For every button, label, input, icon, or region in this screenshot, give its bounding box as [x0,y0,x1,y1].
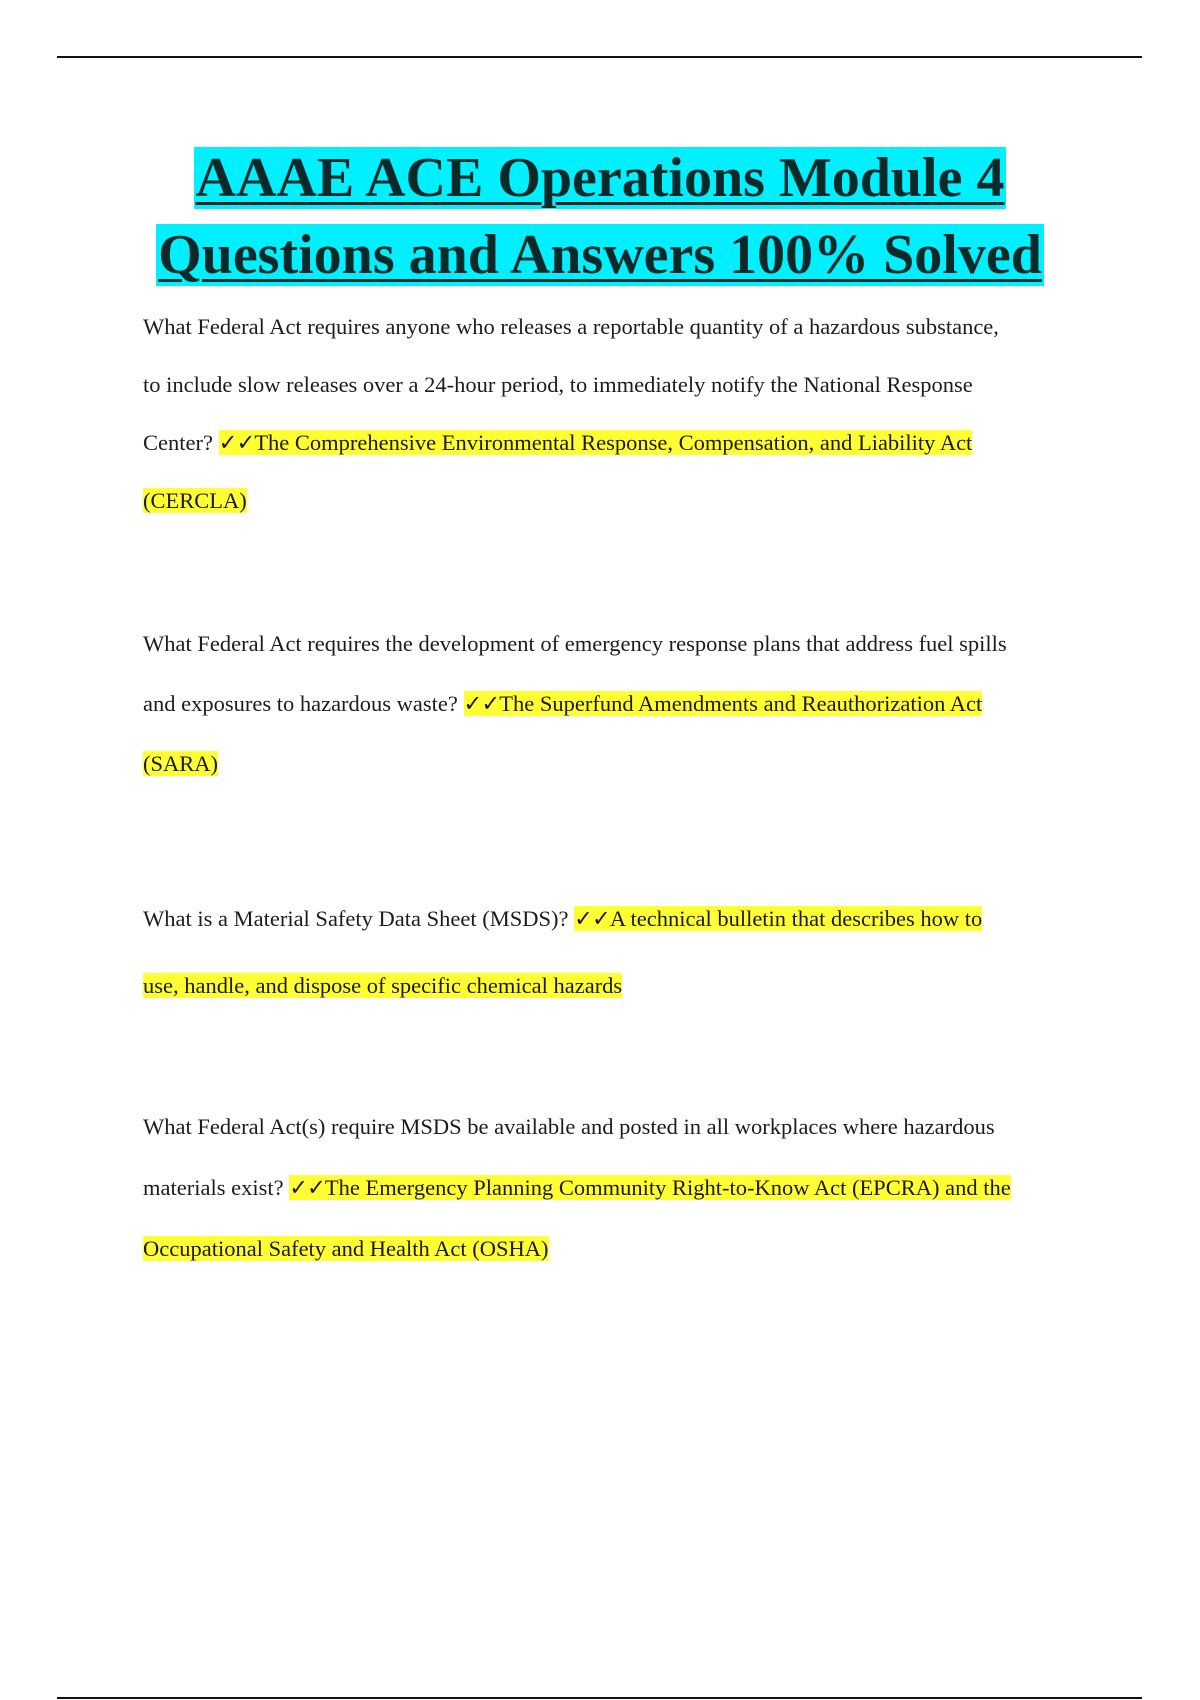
answer-line: Occupational Safety and Health Act (OSHA) [143,1236,549,1261]
question-line: and exposures to hazardous waste? [143,691,458,716]
question-line: Center? [143,430,213,455]
answer-line: (SARA) [143,751,219,776]
title-line-2: Questions and Answers 100% Solved [158,224,1042,286]
question-line: What Federal Act requires the development of emergency response plans that address fuel spills [143,631,1007,656]
answer-line: A technical bulletin that describes how to [609,906,983,931]
qa-item-3 [143,885,1088,1019]
answer-highlight [464,691,983,716]
answer-highlight [574,906,982,931]
question-line: materials exist? [143,1175,284,1200]
qa-item-2 [143,614,1088,794]
answer-line: use, handle, and dispose of specific chemical hazards [143,973,623,998]
question-line: to include slow releases over a 24-hour period, to immediately notify the National Response [143,372,973,397]
question-line: What is a Material Safety Data Sheet (MSDS)? [143,906,569,931]
answer-line: The Superfund Amendments and Reauthorization Act [499,691,983,716]
header-rule [57,56,1142,58]
answer-highlight [219,430,973,455]
question-line: What Federal Act(s) require MSDS be available and posted in all workplaces where hazardous [143,1114,995,1139]
document-title [0,140,1200,294]
answer-line: (CERCLA) [143,488,247,513]
double-check-icon: ✓✓ [574,906,610,931]
double-check-icon: ✓✓ [463,691,500,716]
footer-rule [57,1697,1142,1699]
qa-item-4 [143,1096,1088,1279]
answer-line: The Emergency Planning Community Right-to-Know Act (EPCRA) and the [324,1175,1011,1200]
answer-highlight [289,1175,1010,1200]
title-line-1: AAAE ACE Operations Module 4 [195,147,1005,209]
qa-item-1 [143,298,1088,530]
double-check-icon: ✓✓ [218,430,255,455]
double-check-icon: ✓✓ [289,1175,325,1200]
answer-line: The Comprehensive Environmental Response, Compensation, and Liability Act [254,430,973,455]
question-line: What Federal Act requires anyone who releases a reportable quantity of a hazardous substance, [143,314,999,339]
